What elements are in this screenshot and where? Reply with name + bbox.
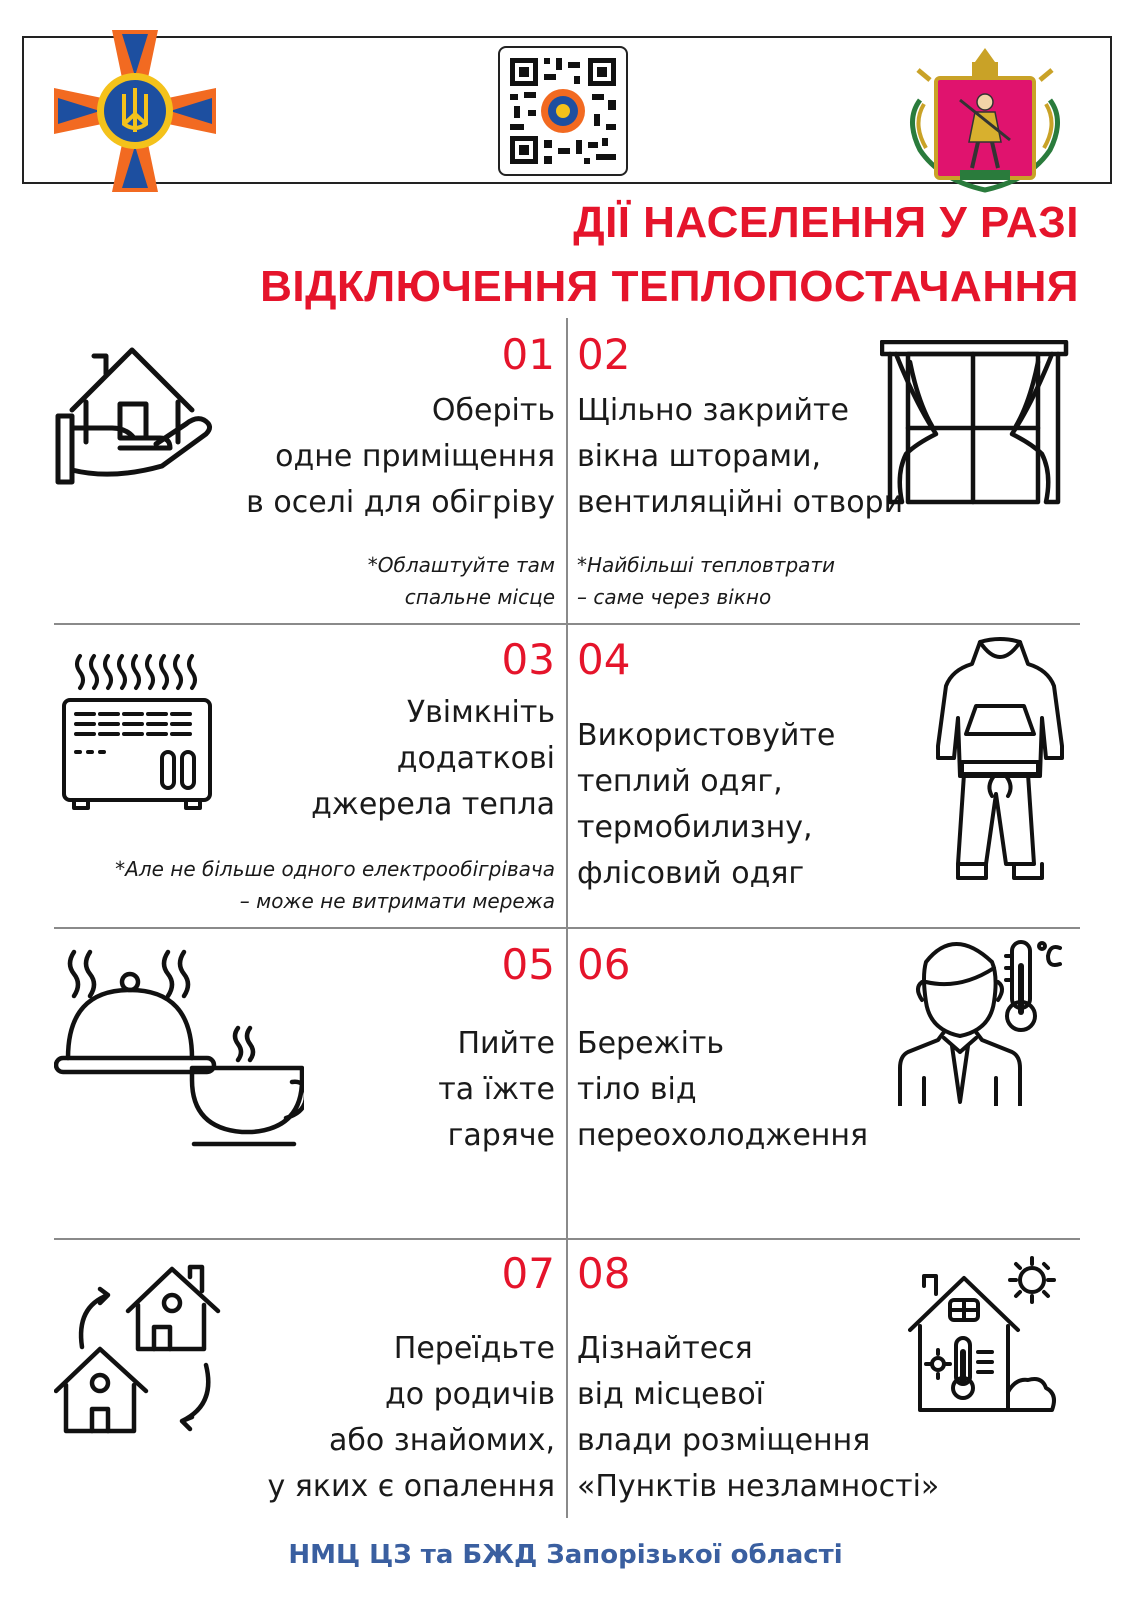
- heated-house-icon: [908, 1256, 1068, 1416]
- step-text-02: Щільно закрийте вікна шторами, вентиляційні отвори: [577, 393, 904, 520]
- qr-code-icon[interactable]: [498, 46, 628, 176]
- step-text-05: Пийте та їжте гаряче: [438, 1026, 555, 1153]
- row-divider-2: [54, 927, 1080, 929]
- footer-org: НМЦ ЦЗ та БЖД Запорізької області: [288, 1540, 843, 1570]
- step-text-08: Дізнайтеся від місцевої влади розміщення «Пунктів незламності»: [577, 1331, 940, 1504]
- title-line-2: ВІДКЛЮЧЕННЯ ТЕПЛОПОСТАЧАННЯ: [260, 262, 1079, 311]
- row-divider-3: [54, 1238, 1080, 1240]
- step-number-07: 07: [501, 1249, 555, 1298]
- step-number-08: 08: [577, 1249, 631, 1298]
- center-divider: [566, 318, 568, 1518]
- step-note-01: *Облаштуйте там спальне місце: [367, 553, 555, 609]
- heater-icon: [58, 652, 218, 812]
- step-number-05: 05: [501, 940, 555, 989]
- step-number-03: 03: [501, 635, 555, 684]
- step-text-03: Увімкніть додаткові джерела тепла: [311, 695, 555, 822]
- step-text-04: Використовуйте теплий одяг, термобилизну, флісовий одяг: [577, 718, 836, 891]
- step-number-01: 01: [501, 330, 555, 379]
- step-note-02: *Найбільші тепловтрати – саме через вікно: [577, 553, 836, 609]
- step-text-01: Оберіть одне приміщення в оселі для обігріву: [246, 393, 555, 520]
- row-divider-1: [54, 623, 1080, 625]
- zaporizhzhia-coat-of-arms-icon: [900, 40, 1070, 195]
- step-text-06: Бережіть тіло від переохолодження: [577, 1026, 869, 1153]
- step-note-03: *Але не більше одного електрообігрівача – може не витримати мережа: [115, 857, 555, 913]
- title-line-1: ДІЇ НАСЕЛЕННЯ У РАЗІ: [573, 198, 1079, 247]
- step-text-07: Переїдьте до родичів або знайомих, у яких є опалення: [267, 1331, 555, 1504]
- move-houses-icon: [54, 1255, 234, 1435]
- curtained-window-icon: [880, 340, 1070, 505]
- step-number-06: 06: [577, 940, 631, 989]
- hot-food-drink-icon: [54, 948, 304, 1158]
- house-in-hand-icon: [54, 338, 219, 488]
- step-number-04: 04: [577, 635, 631, 684]
- warm-clothes-icon: [934, 636, 1066, 886]
- person-thermometer-icon: [898, 936, 1068, 1106]
- dsns-emblem-icon: [52, 28, 218, 194]
- step-number-02: 02: [577, 330, 631, 379]
